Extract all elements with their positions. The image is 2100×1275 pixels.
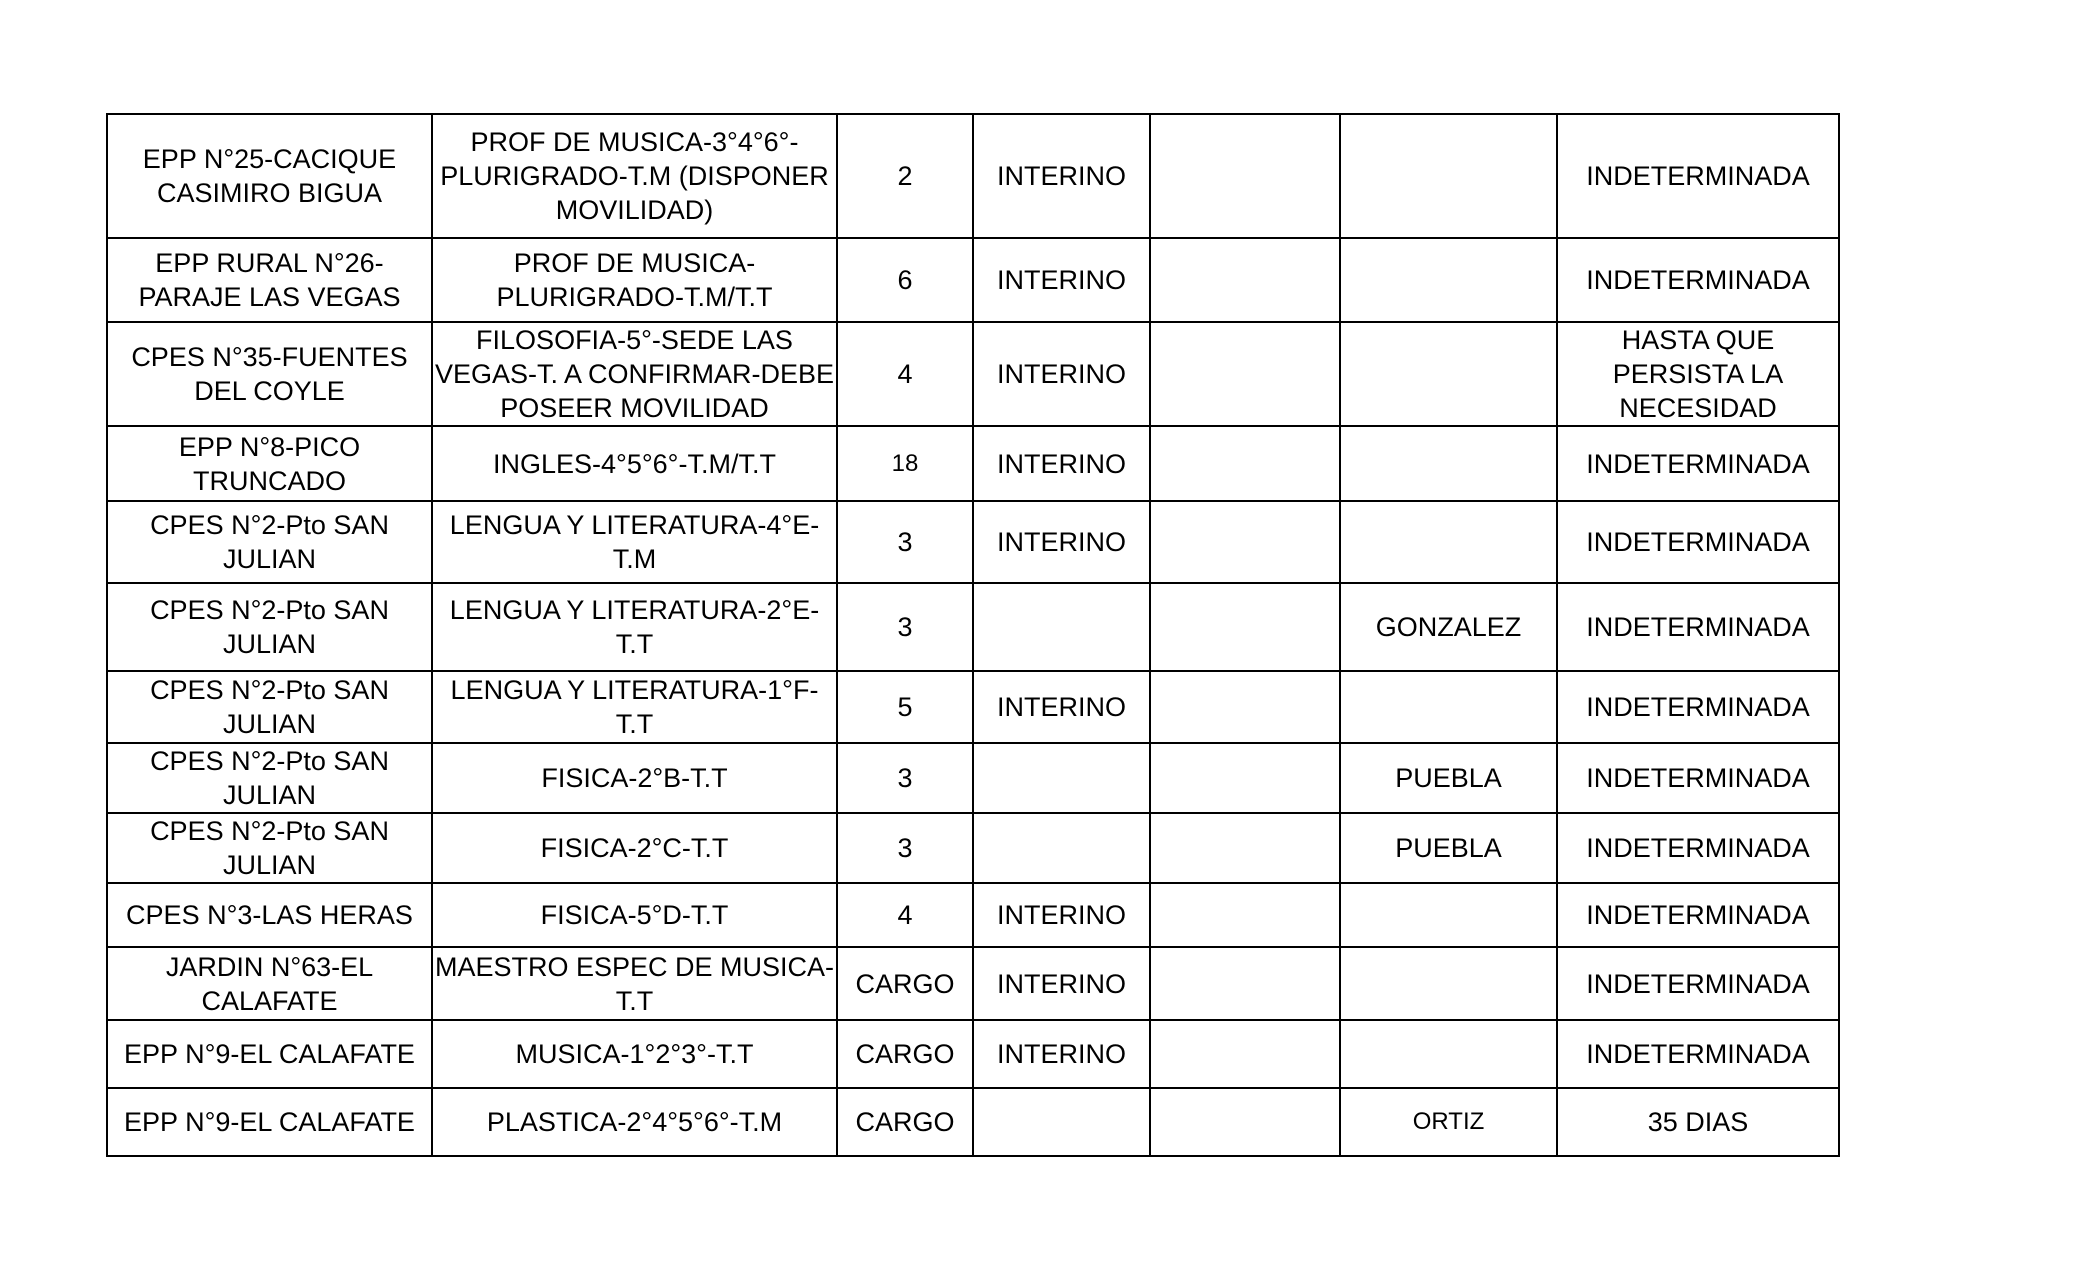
hours-cell: 18	[837, 426, 973, 501]
empty-cell	[1150, 1088, 1340, 1156]
empty-cell	[1150, 743, 1340, 813]
substitute-cell	[1340, 947, 1557, 1020]
table-row	[107, 1088, 1839, 1156]
status-cell: INTERINO	[973, 883, 1150, 947]
empty-cell	[1150, 322, 1340, 426]
hours-cell: CARGO	[837, 947, 973, 1020]
school-cell: JARDIN N°63-EL CALAFATE	[107, 947, 432, 1020]
table-row	[107, 671, 1839, 743]
status-cell: INTERINO	[973, 114, 1150, 238]
duration-cell: INDETERMINADA	[1557, 813, 1839, 883]
substitute-cell	[1340, 1020, 1557, 1088]
empty-cell	[1150, 583, 1340, 671]
empty-cell	[1150, 671, 1340, 743]
substitute-cell	[1340, 322, 1557, 426]
table-row	[107, 947, 1839, 1020]
school-cell: EPP N°9-EL CALAFATE	[107, 1088, 432, 1156]
position-cell: FISICA-2°B-T.T	[432, 743, 837, 813]
status-cell: INTERINO	[973, 947, 1150, 1020]
empty-cell	[1150, 114, 1340, 238]
substitute-cell: PUEBLA	[1340, 813, 1557, 883]
substitute-cell	[1340, 501, 1557, 583]
substitute-cell: GONZALEZ	[1340, 583, 1557, 671]
status-cell	[973, 1088, 1150, 1156]
school-cell: CPES N°2-Pto SAN JULIAN	[107, 501, 432, 583]
status-cell: INTERINO	[973, 671, 1150, 743]
position-cell: INGLES-4°5°6°-T.M/T.T	[432, 426, 837, 501]
duration-cell: HASTA QUE PERSISTA LA NECESIDAD	[1557, 322, 1839, 426]
position-cell: PROF DE MUSICA-3°4°6°-PLURIGRADO-T.M (DISPONER MOVILIDAD)	[432, 114, 837, 238]
empty-cell	[1150, 813, 1340, 883]
hours-cell: 2	[837, 114, 973, 238]
hours-cell: 4	[837, 883, 973, 947]
duration-cell: INDETERMINADA	[1557, 743, 1839, 813]
status-cell	[973, 583, 1150, 671]
table-row	[107, 238, 1839, 322]
hours-cell: CARGO	[837, 1020, 973, 1088]
substitute-cell: ORTIZ	[1340, 1088, 1557, 1156]
empty-cell	[1150, 883, 1340, 947]
position-cell: FISICA-5°D-T.T	[432, 883, 837, 947]
table-row	[107, 501, 1839, 583]
status-cell: INTERINO	[973, 1020, 1150, 1088]
hours-cell: 3	[837, 813, 973, 883]
position-cell: LENGUA Y LITERATURA-1°F-T.T	[432, 671, 837, 743]
table-row	[107, 583, 1839, 671]
duration-cell: INDETERMINADA	[1557, 501, 1839, 583]
vacancies-table	[106, 113, 1840, 1157]
position-cell: MUSICA-1°2°3°-T.T	[432, 1020, 837, 1088]
position-cell: MAESTRO ESPEC DE MUSICA-T.T	[432, 947, 837, 1020]
hours-cell: CARGO	[837, 1088, 973, 1156]
position-cell: PROF DE MUSICA-PLURIGRADO-T.M/T.T	[432, 238, 837, 322]
status-cell: INTERINO	[973, 501, 1150, 583]
school-cell: EPP N°9-EL CALAFATE	[107, 1020, 432, 1088]
hours-cell: 4	[837, 322, 973, 426]
status-cell: INTERINO	[973, 426, 1150, 501]
duration-cell: 35 DIAS	[1557, 1088, 1839, 1156]
table-row	[107, 322, 1839, 426]
school-cell: CPES N°2-Pto SAN JULIAN	[107, 671, 432, 743]
empty-cell	[1150, 501, 1340, 583]
duration-cell: INDETERMINADA	[1557, 883, 1839, 947]
school-cell: EPP RURAL N°26-PARAJE LAS VEGAS	[107, 238, 432, 322]
position-cell: LENGUA Y LITERATURA-4°E-T.M	[432, 501, 837, 583]
duration-cell: INDETERMINADA	[1557, 114, 1839, 238]
hours-cell: 3	[837, 743, 973, 813]
substitute-cell	[1340, 671, 1557, 743]
substitute-cell	[1340, 426, 1557, 501]
substitute-cell: PUEBLA	[1340, 743, 1557, 813]
duration-cell: INDETERMINADA	[1557, 583, 1839, 671]
school-cell: CPES N°2-Pto SAN JULIAN	[107, 583, 432, 671]
status-cell: INTERINO	[973, 238, 1150, 322]
duration-cell: INDETERMINADA	[1557, 238, 1839, 322]
school-cell: EPP N°25-CACIQUE CASIMIRO BIGUA	[107, 114, 432, 238]
substitute-cell	[1340, 238, 1557, 322]
school-cell: CPES N°2-Pto SAN JULIAN	[107, 813, 432, 883]
hours-cell: 3	[837, 501, 973, 583]
school-cell: CPES N°35-FUENTES DEL COYLE	[107, 322, 432, 426]
table-row	[107, 883, 1839, 947]
empty-cell	[1150, 947, 1340, 1020]
substitute-cell	[1340, 883, 1557, 947]
position-cell: FISICA-2°C-T.T	[432, 813, 837, 883]
position-cell: FILOSOFIA-5°-SEDE LAS VEGAS-T. A CONFIRMAR-DEBE POSEER MOVILIDAD	[432, 322, 837, 426]
school-cell: EPP N°8-PICO TRUNCADO	[107, 426, 432, 501]
status-cell	[973, 743, 1150, 813]
empty-cell	[1150, 238, 1340, 322]
status-cell	[973, 813, 1150, 883]
position-cell: PLASTICA-2°4°5°6°-T.M	[432, 1088, 837, 1156]
status-cell: INTERINO	[973, 322, 1150, 426]
duration-cell: INDETERMINADA	[1557, 947, 1839, 1020]
table-row	[107, 813, 1839, 883]
table-row	[107, 1020, 1839, 1088]
empty-cell	[1150, 426, 1340, 501]
empty-cell	[1150, 1020, 1340, 1088]
school-cell: CPES N°2-Pto SAN JULIAN	[107, 743, 432, 813]
table-row	[107, 426, 1839, 501]
position-cell: LENGUA Y LITERATURA-2°E-T.T	[432, 583, 837, 671]
duration-cell: INDETERMINADA	[1557, 426, 1839, 501]
school-cell: CPES N°3-LAS HERAS	[107, 883, 432, 947]
table-row	[107, 743, 1839, 813]
table-row	[107, 114, 1839, 238]
hours-cell: 6	[837, 238, 973, 322]
duration-cell: INDETERMINADA	[1557, 1020, 1839, 1088]
substitute-cell	[1340, 114, 1557, 238]
hours-cell: 5	[837, 671, 973, 743]
hours-cell: 3	[837, 583, 973, 671]
duration-cell: INDETERMINADA	[1557, 671, 1839, 743]
